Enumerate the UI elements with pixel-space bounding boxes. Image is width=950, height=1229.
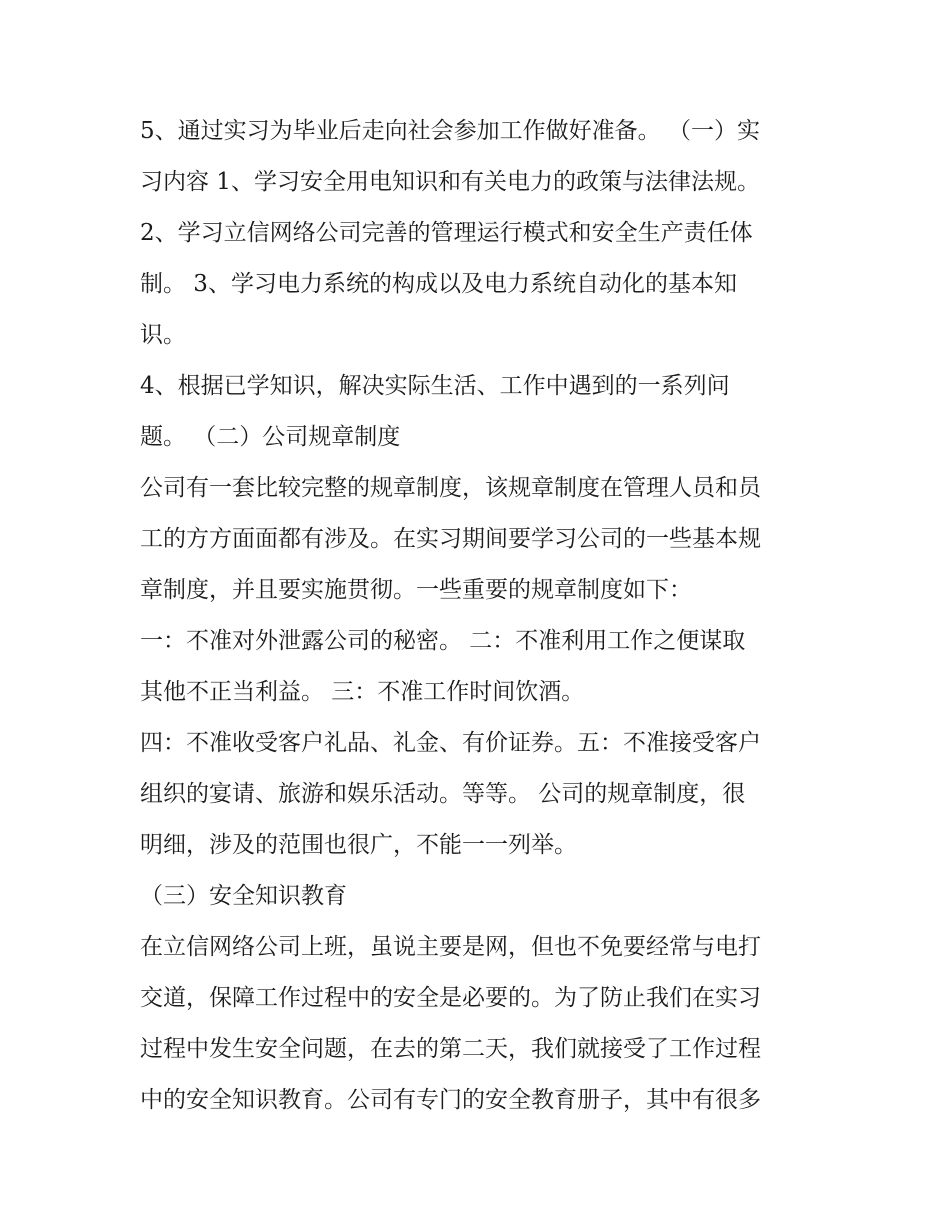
text-line: 交道，保障工作过程中的安全是必要的。为了防止我们在实习 bbox=[140, 985, 761, 1011]
text-line: 习内容 1、学习安全用电知识和有关电力的政策与法律法规。 bbox=[140, 169, 760, 195]
text-line: 中的安全知识教育。公司有专门的安全教育册子，其中有很多 bbox=[140, 1087, 761, 1113]
text-line: 章制度，并且要实施贯彻。一些重要的规章制度如下： bbox=[140, 577, 692, 603]
document-body bbox=[140, 106, 820, 1126]
text-line: 在立信网络公司上班，虽说主要是网，但也不免要经常与电打 bbox=[140, 934, 761, 960]
text-line: 题。 （二）公司规章制度 bbox=[140, 424, 401, 450]
text-line: （三）安全知识教育 bbox=[140, 883, 347, 909]
text-line: 明细，涉及的范围也很广，不能一一列举。 bbox=[140, 832, 577, 858]
text-line: 4、根据已学知识，解决实际生活、工作中遇到的一系列问 bbox=[140, 373, 730, 399]
text-line: 识。 bbox=[140, 322, 186, 348]
text-line: 其他不正当利益。 三：不准工作时间饮酒。 bbox=[140, 679, 585, 705]
text-line: 5、通过实习为毕业后走向社会参加工作做好准备。 （一）实 bbox=[140, 118, 760, 144]
text-line: 制。 3、学习电力系统的构成以及电力系统自动化的基本知 bbox=[140, 271, 737, 297]
text-line: 工的方方面面都有涉及。在实习期间要学习公司的一些基本规 bbox=[140, 526, 761, 552]
text-line: 一：不准对外泄露公司的秘密。 二：不准利用工作之便谋取 bbox=[140, 628, 746, 654]
text-line: 2、学习立信网络公司完善的管理运行模式和安全生产责任体 bbox=[140, 220, 753, 246]
text-line: 公司有一套比较完整的规章制度，该规章制度在管理人员和员 bbox=[140, 475, 761, 501]
text-line: 四：不准收受客户礼品、礼金、有价证券。五：不准接受客户 bbox=[140, 730, 761, 756]
text-line: 过程中发生安全问题，在去的第二天，我们就接受了工作过程 bbox=[140, 1036, 761, 1062]
text-line: 组织的宴请、旅游和娱乐活动。等等。 公司的规章制度，很 bbox=[140, 781, 746, 807]
